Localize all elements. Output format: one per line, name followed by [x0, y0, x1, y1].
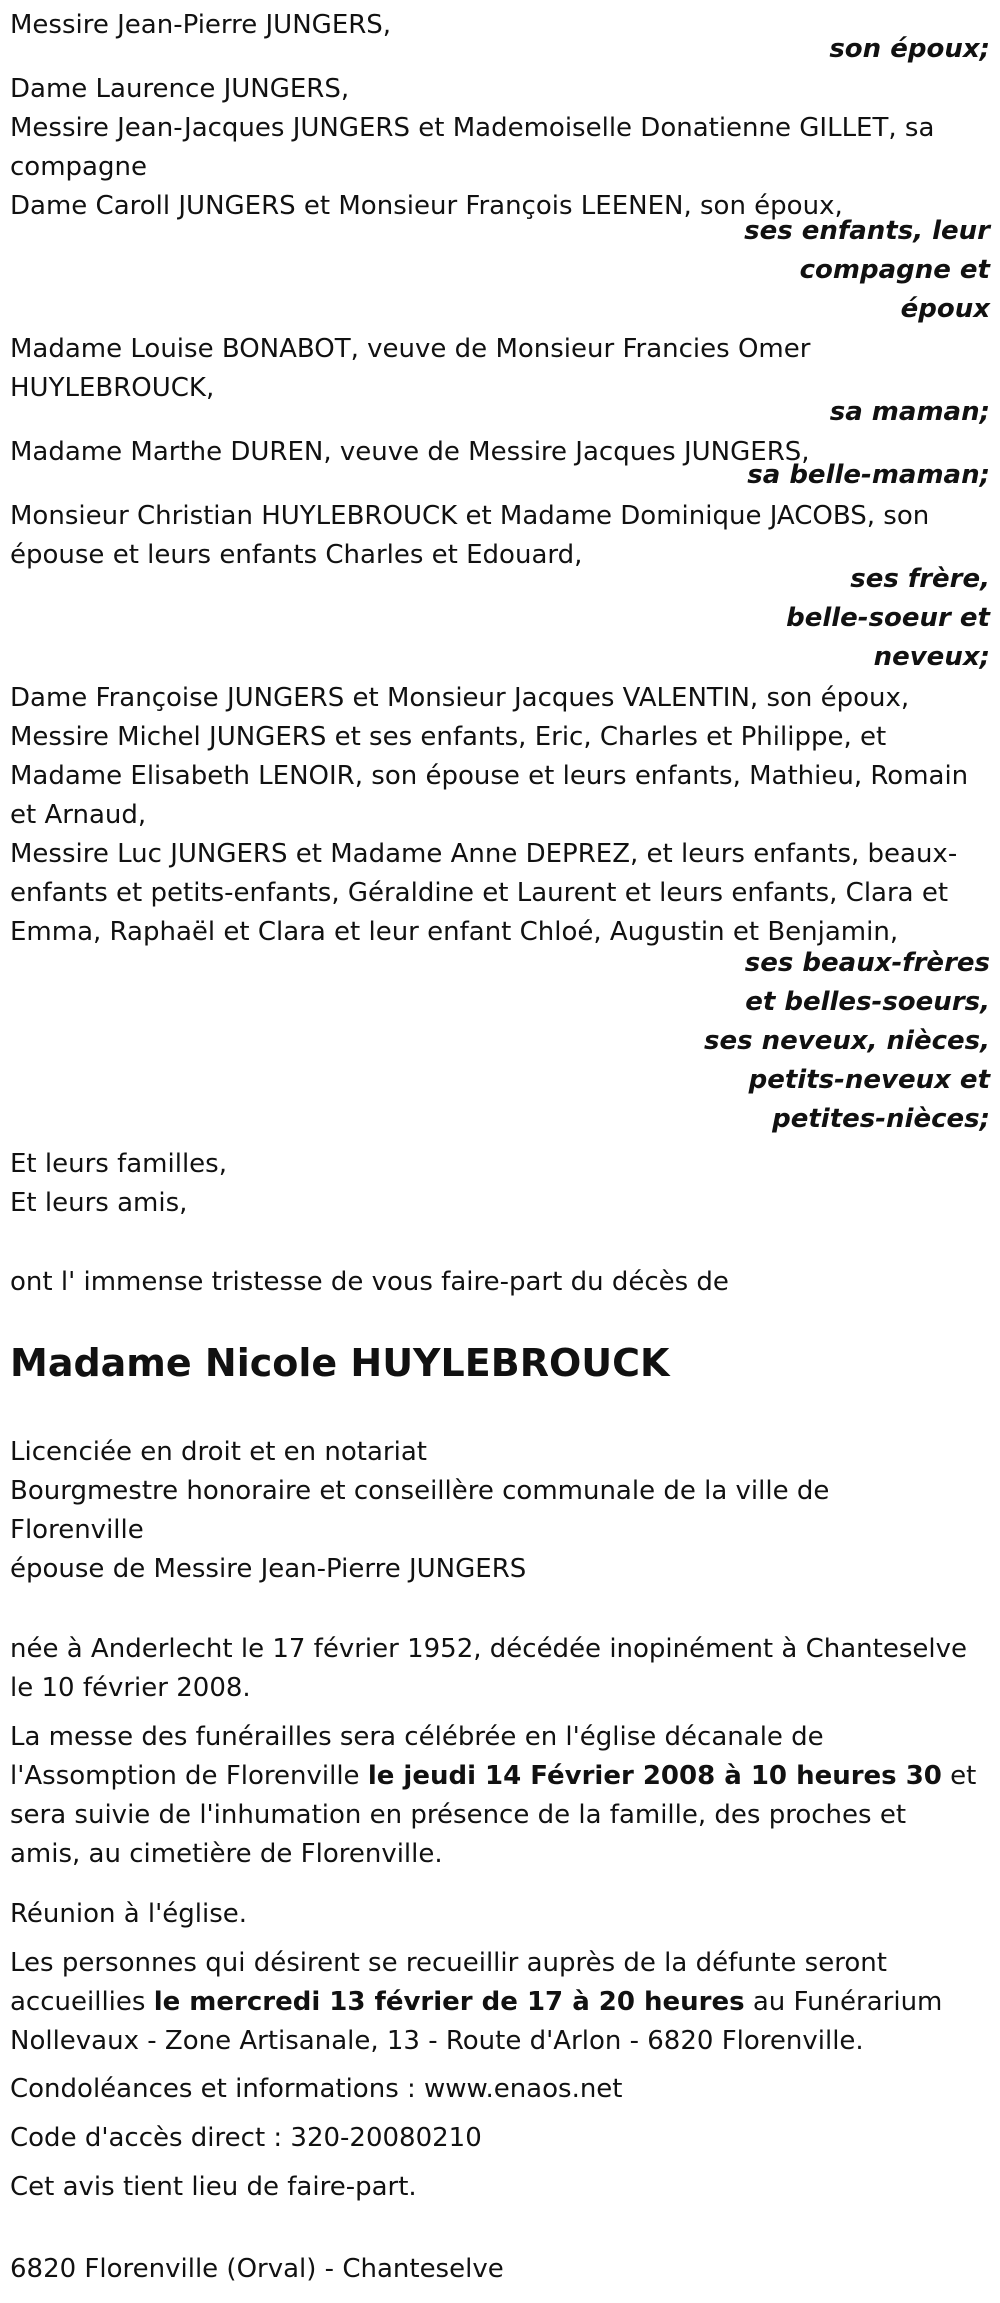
brother-line: épouse et leurs enfants Charles et Edouard, — [10, 540, 583, 570]
in-law-line: enfants et petits-enfants, Géraldine et Laurent et leurs enfants, Clara et — [10, 878, 949, 908]
brother-line: Monsieur Christian HUYLEBROUCK et Madame Dominique JACOBS, son — [10, 501, 930, 531]
deceased-name: Madame Nicole HUYLEBROUCK — [10, 1341, 670, 1385]
husband-role: son époux; — [829, 34, 990, 64]
visit-date: le mercredi 13 février de 17 à 20 heures — [153, 1987, 745, 2017]
mother-in-law-role: sa belle-maman; — [747, 460, 990, 490]
in-law-line: Madame Elisabeth LENOIR, son épouse et leurs enfants, Mathieu, Romain — [10, 761, 969, 791]
mass-date: le jeudi 14 Février 2008 à 10 heures 30 — [367, 1761, 942, 1791]
notice: Cet avis tient lieu de faire-part. — [10, 2172, 417, 2202]
title-line: Florenville — [10, 1515, 144, 1545]
birth-death-block — [10, 1630, 995, 1708]
others-line: Et leurs familles, — [10, 1149, 227, 1179]
title-line: épouse de Messire Jean-Pierre JUNGERS — [10, 1554, 527, 1584]
others-block — [10, 1145, 995, 1223]
mother-line: HUYLEBROUCK, — [10, 373, 215, 403]
announcement: ont l' immense tristesse de vous faire-part du décès de — [10, 1267, 729, 1297]
in-law-line: Dame Françoise JUNGERS et Monsieur Jacques VALENTIN, son époux, — [10, 683, 910, 713]
others-line: Et leurs amis, — [10, 1188, 188, 1218]
children-block — [10, 70, 995, 226]
titles-block — [10, 1433, 995, 1589]
in-laws-role: ses beaux-frères et belles-soeurs, ses neveux, nièces, petits-neveux et petites-nièces; — [703, 948, 990, 1134]
in-law-line: Messire Luc JUNGERS et Madame Anne DEPREZ, et leurs enfants, beaux- — [10, 839, 958, 869]
children-role: ses enfants, leur compagne et époux — [744, 216, 990, 324]
child-line: Dame Laurence JUNGERS, — [10, 74, 350, 104]
child-line: compagne — [10, 152, 147, 182]
child-line: Dame Caroll JUNGERS et Monsieur François LEENEN, son époux, — [10, 191, 843, 221]
title-line: Bourgmestre honoraire et conseillère communale de la ville de — [10, 1476, 830, 1506]
birth-death-line: née à Anderlecht le 17 février 1952, décédée inopinément à Chanteselve — [10, 1634, 967, 1664]
in-laws-block — [10, 679, 995, 952]
husband-name: Messire Jean-Pierre JUNGERS, — [10, 10, 392, 40]
title-line: Licenciée en droit et en notariat — [10, 1437, 427, 1467]
visit-block: Les personnes qui désirent se recueillir auprès de la défunte seront accueillies le mercredi 13 février de 17 à 20 heures au Funérarium Nollevaux - Zone Artisanale, 13 - Route d'Arlon - 6820 Florenville. — [10, 1948, 943, 2056]
reunion: Réunion à l'église. — [10, 1899, 248, 1929]
mother-in-law-line: Madame Marthe DUREN, veuve de Messire Jacques JUNGERS, — [10, 437, 810, 467]
mass-block: La messe des funérailles sera célébrée en l'église décanale de l'Assomption de Florenville le jeudi 14 Février 2008 à 10 heures 30 et sera suivie de l'inhumation en présence de la famille, des proches et amis, au cimetière de Florenville. — [10, 1722, 977, 1869]
in-law-line: Messire Michel JUNGERS et ses enfants, Eric, Charles et Philippe, et — [10, 722, 887, 752]
address: 6820 Florenville (Orval) - Chanteselve — [10, 2254, 504, 2284]
in-law-line: Emma, Raphaël et Clara et leur enfant Chloé, Augustin et Benjamin, — [10, 917, 899, 947]
child-line: Messire Jean-Jacques JUNGERS et Mademoiselle Donatienne GILLET, sa — [10, 113, 935, 143]
mother-line: Madame Louise BONABOT, veuve de Monsieur Francies Omer — [10, 334, 811, 364]
condolences: Condoléances et informations : www.enaos.net — [10, 2074, 623, 2104]
access-code: Code d'accès direct : 320-20080210 — [10, 2123, 482, 2153]
in-law-line: et Arnaud, — [10, 800, 147, 830]
birth-death-line: le 10 février 2008. — [10, 1673, 251, 1703]
mother-role: sa maman; — [829, 397, 990, 427]
brother-role: ses frère, belle-soeur et neveux; — [786, 564, 990, 672]
